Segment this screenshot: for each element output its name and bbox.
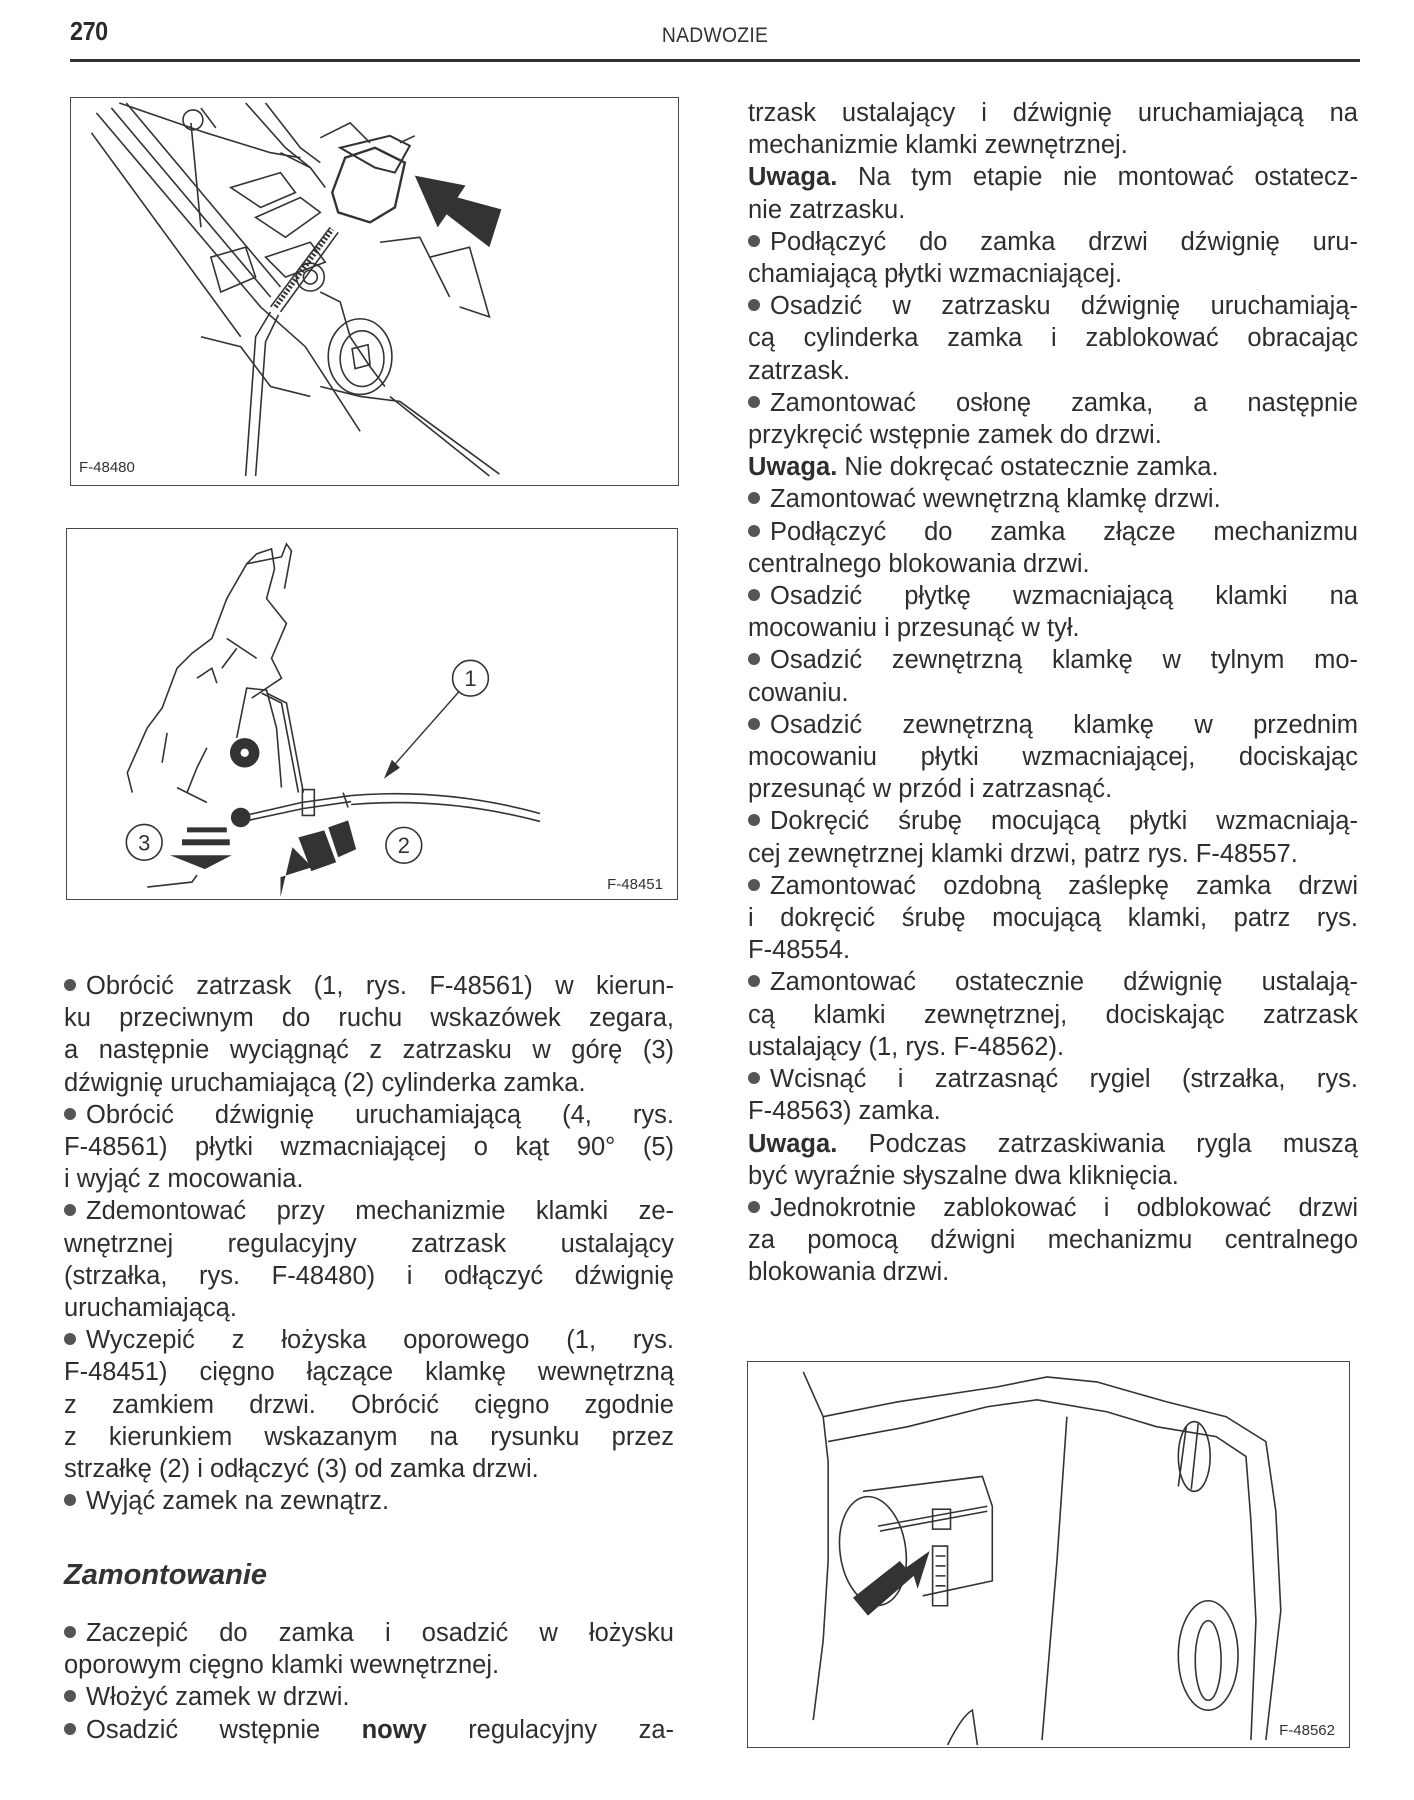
bullet-item-line (748, 805, 1358, 837)
bullet-icon (64, 1204, 76, 1216)
figure-f48451 (66, 528, 678, 900)
text-line (748, 258, 1358, 290)
note-label: Uwaga. (748, 163, 838, 192)
text: Osadzić zewnętrzną klamkę w przednim (770, 710, 1358, 739)
figure-label: F-48480 (79, 459, 135, 476)
text-line (64, 1163, 674, 1195)
text-line (748, 419, 1358, 451)
text: F-48561) płytki wzmacniającej o kąt 90° (5) (64, 1133, 674, 1162)
bullet-item-line (64, 970, 674, 1002)
text-line (748, 773, 1358, 805)
text-line (64, 1260, 674, 1292)
text: Podłączyć do zamka drzwi dźwignię uru- (770, 227, 1358, 256)
text: Zdemontować przy mechanizmie klamki ze- (86, 1197, 674, 1226)
text-line (748, 1224, 1358, 1256)
bullet-icon (748, 1072, 760, 1084)
bullet-item-line (748, 580, 1358, 612)
installation-instructions (64, 1617, 674, 1746)
emphasis: nowy (361, 1715, 427, 1744)
figure-f48480 (70, 97, 679, 486)
bullet-icon (748, 814, 760, 826)
text: wnętrznej regulacyjny zatrzask ustalający (64, 1229, 674, 1258)
bullet-icon (748, 299, 760, 311)
note-label: Uwaga. (748, 453, 838, 482)
text: F-48451) cięgno łączące klamkę wewnętrzną (64, 1358, 674, 1387)
text: regulacyjny za- (468, 1715, 675, 1744)
text: chamiającą płytki wzmacniającej. (748, 260, 1123, 289)
text: Na tym etapie nie montować ostatecz- (857, 163, 1359, 192)
bullet-icon (748, 718, 760, 730)
text: oporowym cięgno klamki wewnętrznej. (64, 1651, 500, 1680)
text: uruchamiającą. (64, 1294, 237, 1323)
bullet-icon (64, 979, 76, 991)
text-line (748, 741, 1358, 773)
text-line (748, 838, 1358, 870)
bullet-icon (748, 1201, 760, 1213)
text: cowaniu. (748, 678, 849, 707)
text-line (748, 1256, 1358, 1288)
text-line (64, 1002, 674, 1034)
text: blokowania drzwi. (748, 1258, 950, 1287)
bullet-icon (64, 1494, 76, 1506)
page-number: 270 (70, 16, 108, 46)
text: Osadzić wstępnie (86, 1715, 321, 1744)
text: Wyczepić z łożyska oporowego (1, rys. (86, 1326, 674, 1355)
bullet-item-line (748, 387, 1358, 419)
text: z kierunkiem wskazanym na rysunku przez (64, 1422, 674, 1451)
text: Podczas zatrzaskiwania rygla muszą (868, 1129, 1358, 1158)
text: dźwignię uruchamiającą (2) cylinderka zamka. (64, 1068, 586, 1097)
note-line (748, 161, 1358, 193)
bullet-icon (748, 235, 760, 247)
text: a następnie wyciągnąć z zatrzasku w górę (3) (64, 1036, 674, 1065)
text-line (748, 1095, 1358, 1127)
callout-graphics (67, 529, 677, 899)
text: być wyraźnie słyszalne dwa kliknięcia. (748, 1161, 1179, 1190)
text: centralnego blokowania drzwi. (748, 549, 1090, 578)
text: strzałkę (2) i odłączyć (3) od zamka drzwi. (64, 1455, 539, 1484)
text: Wcisnąć i zatrzasnąć rygiel (strzałka, rys. (770, 1065, 1358, 1094)
text: F-48563) zamka. (748, 1097, 941, 1126)
text: Osadzić zewnętrzną klamkę w tylnym mo- (770, 646, 1358, 675)
text: Zamontować ostatecznie dźwignię ustalają- (770, 968, 1358, 997)
bullet-item-line (748, 644, 1358, 676)
bullet-item-line (64, 1714, 674, 1746)
text-line (748, 677, 1358, 709)
bullet-item-line (64, 1681, 674, 1713)
bullet-icon (748, 975, 760, 987)
text-line (748, 129, 1358, 161)
rotate-arrow-icon (280, 820, 356, 897)
text: mocowaniu i przesunąć w tył. (748, 614, 1080, 643)
bullet-item-line (64, 1485, 674, 1517)
text: Obrócić zatrzask (1, rys. F-48561) w kierun- (86, 972, 674, 1000)
text: i wyjąć z mocowania. (64, 1165, 304, 1194)
text: Nie dokręcać ostatecznie zamka. (844, 453, 1219, 482)
bullet-item-line (64, 1324, 674, 1356)
removal-instructions (64, 970, 674, 1517)
text: przesunąć w przód i zatrzasnąć. (748, 775, 1113, 804)
text: Zaczepić do zamka i osadzić w łożysku (86, 1619, 674, 1647)
callout-1: 1 (464, 666, 477, 692)
figure-label: F-48562 (1279, 1722, 1335, 1739)
running-head: NADWOZIE (661, 24, 769, 47)
note-label: Uwaga. (748, 1129, 838, 1158)
figure-f48562 (747, 1361, 1350, 1748)
bullet-item-line (748, 290, 1358, 322)
text-line (748, 612, 1358, 644)
text: Obrócić dźwignię uruchamiającą (4, rys. (86, 1100, 674, 1129)
text-line (748, 934, 1358, 966)
text: Zamontować ozdobną zaślepkę zamka drzwi (770, 871, 1358, 900)
bullet-item-line (748, 483, 1358, 515)
text-line (748, 1160, 1358, 1192)
text-line (748, 999, 1358, 1031)
text-line (64, 1649, 674, 1681)
text: Osadzić w zatrzasku dźwignię uruchamiają- (770, 292, 1358, 321)
arrow-icon (71, 98, 678, 485)
arrow-icon (748, 1362, 1349, 1747)
text-line (748, 97, 1358, 129)
text-line (64, 1421, 674, 1453)
pointer-arrow-icon (384, 760, 400, 779)
text-line (64, 1228, 674, 1260)
text-line (748, 322, 1358, 354)
text: za pomocą dźwigni mechanizmu centralnego (748, 1226, 1358, 1255)
text: przykręcić wstępnie zamek do drzwi. (748, 421, 1162, 450)
text: i dokręcić śrubę mocującą klamki, patrz rys. (748, 904, 1358, 933)
figure-label: F-48451 (607, 876, 663, 893)
text-line (64, 1453, 674, 1485)
bullet-item-line (748, 709, 1358, 741)
bullet-item-line (748, 966, 1358, 998)
bullet-icon (748, 492, 760, 504)
bullet-icon (64, 1723, 76, 1735)
installation-instructions-continued (748, 97, 1358, 1289)
text-line (64, 1292, 674, 1324)
text: Włożyć zamek w drzwi. (86, 1683, 350, 1712)
text: nie zatrzasku. (748, 195, 906, 224)
bullet-icon (64, 1108, 76, 1120)
text: F-48554. (748, 936, 851, 965)
text: Podłączyć do zamka złącze mechanizmu (770, 517, 1358, 546)
text: ustalający (1, rys. F-48562). (748, 1032, 1065, 1061)
bullet-item-line (748, 226, 1358, 258)
note-line (748, 1128, 1358, 1160)
text: trzask ustalający i dźwignię uruchamiającą na (748, 99, 1358, 127)
text: Dokręcić śrubę mocującą płytki wzmacniają- (770, 807, 1358, 836)
text: Zamontować wewnętrzną klamkę drzwi. (770, 485, 1221, 514)
bullet-item-line (748, 1192, 1358, 1224)
bullet-icon (64, 1333, 76, 1345)
bullet-icon (748, 879, 760, 891)
text: Wyjąć zamek na zewnątrz. (86, 1487, 390, 1516)
text: cą cylinderka zamka i zablokować obracając (748, 324, 1358, 353)
bullet-item-line (748, 870, 1358, 902)
bullet-icon (748, 653, 760, 665)
text-line (64, 1356, 674, 1388)
text: mechanizmie klamki zewnętrznej. (748, 131, 1128, 160)
text: ku przeciwnym do ruchu wskazówek zegara, (64, 1004, 674, 1033)
callout-2: 2 (397, 833, 410, 859)
text-line (748, 548, 1358, 580)
bullet-icon (748, 589, 760, 601)
text: mocowaniu płytki wzmacniającej, dociskając (748, 743, 1358, 772)
text-line (748, 1031, 1358, 1063)
text-line (64, 1067, 674, 1099)
bullet-item-line (64, 1195, 674, 1227)
text-line (748, 194, 1358, 226)
text: Osadzić płytkę wzmacniającą klamki na (770, 582, 1358, 611)
text: Zamontować osłonę zamka, a następnie (770, 388, 1358, 417)
bullet-item-line (748, 516, 1358, 548)
text-line (64, 1034, 674, 1066)
bullet-icon (64, 1626, 76, 1638)
header-rule (70, 59, 1360, 62)
callout-3: 3 (138, 830, 151, 856)
text: cej zewnętrznej klamki drzwi, patrz rys. F-48557. (748, 839, 1298, 868)
pull-arrow-icon (170, 827, 232, 869)
text: Jednokrotnie zablokować i odblokować drzwi (770, 1193, 1358, 1222)
bullet-icon (748, 525, 760, 537)
text: z zamkiem drzwi. Obrócić cięgno zgodnie (64, 1390, 674, 1419)
text: cą klamki zewnętrznej, dociskając zatrzask (748, 1000, 1358, 1029)
bullet-item-line (748, 1063, 1358, 1095)
text-line (64, 1131, 674, 1163)
bullet-item-line (64, 1099, 674, 1131)
text-line (64, 1389, 674, 1421)
section-heading: Zamontowanie (64, 1559, 268, 1591)
text-line (748, 902, 1358, 934)
bullet-icon (64, 1690, 76, 1702)
text: zatrzask. (748, 356, 851, 385)
text: (strzałka, rys. F-48480) i odłączyć dźwignię (64, 1261, 674, 1290)
text-line (748, 355, 1358, 387)
bullet-item-line (64, 1617, 674, 1649)
bullet-icon (748, 396, 760, 408)
note-line (748, 451, 1358, 483)
